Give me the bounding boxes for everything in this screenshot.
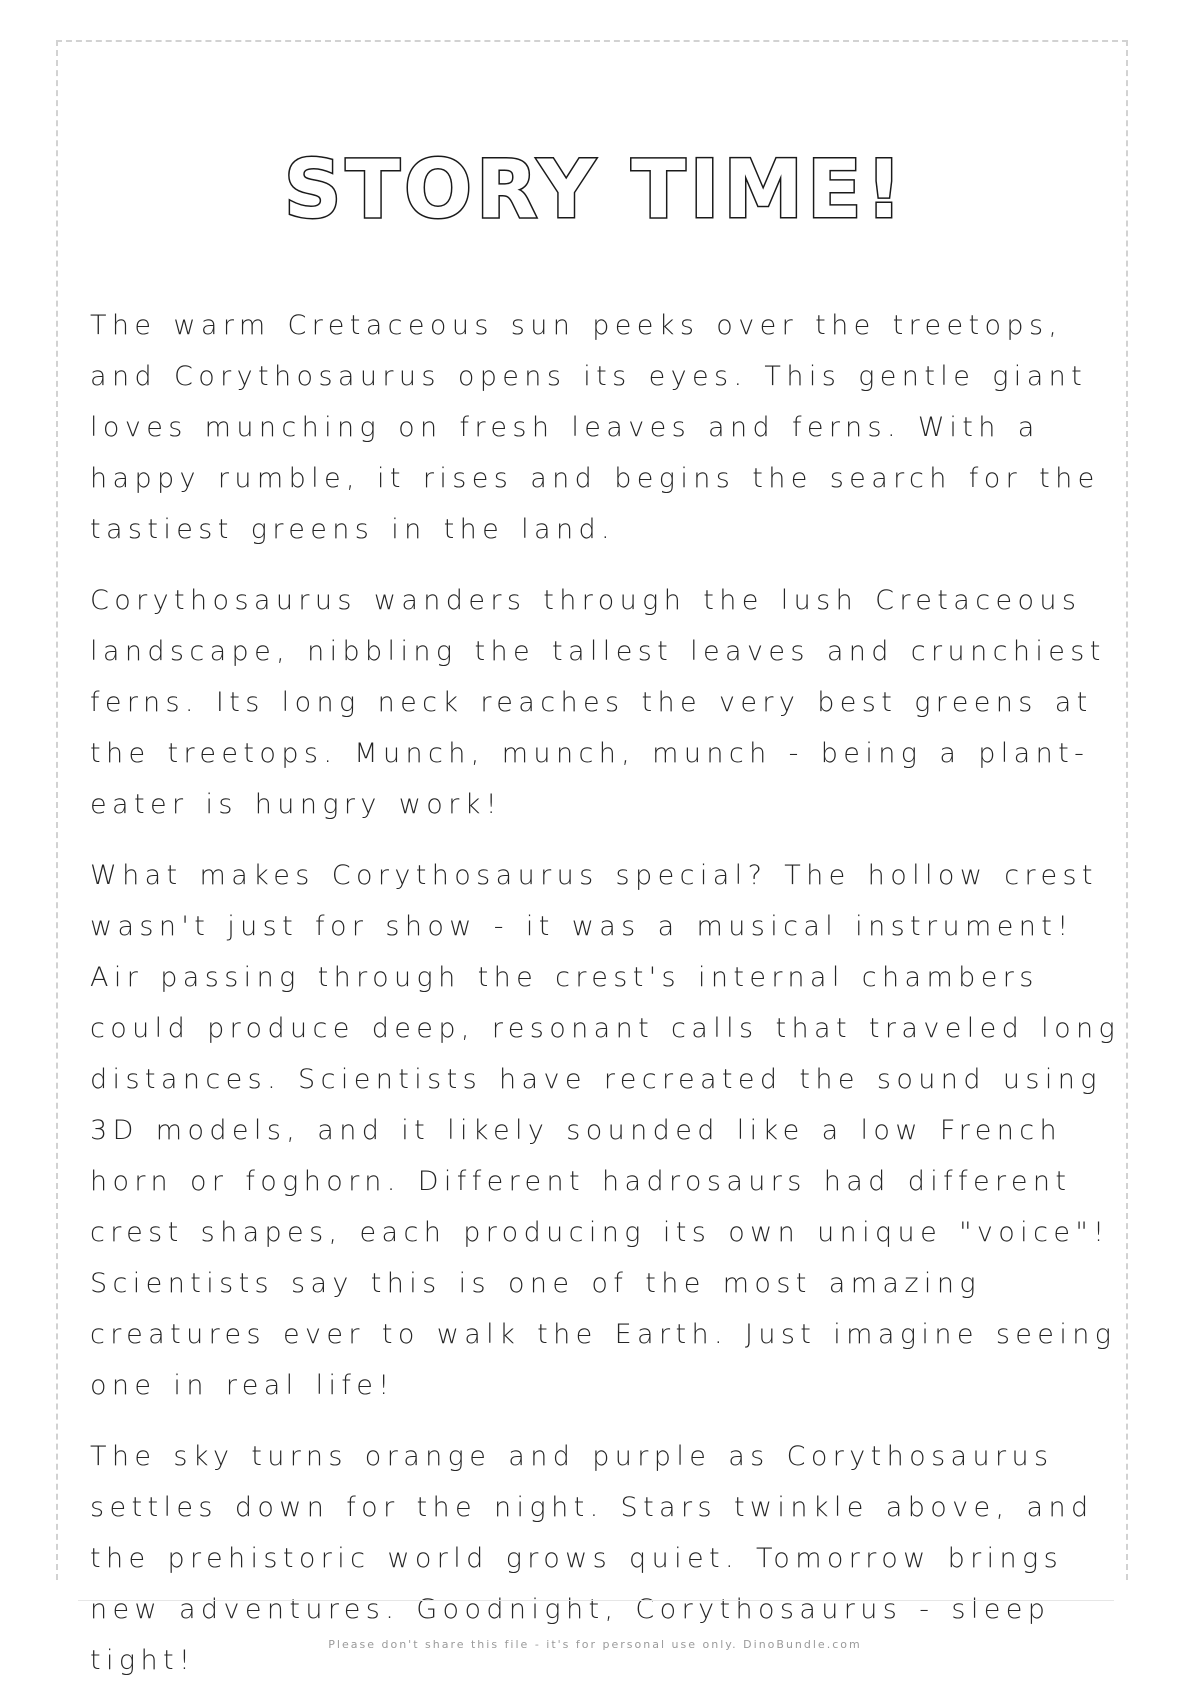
story-paragraph-1: The warm Cretaceous sun peeks over the treetops, and Corythosaurus opens its eyes. This gentle giant loves munching on fresh leaves and ferns. With a happy rumble, it rises and begins the search for the tastiest greens in the land. (90, 310, 1100, 545)
page-title: STORY TIME! (283, 142, 907, 236)
footer-divider (78, 1600, 1114, 1601)
story-paragraph-2: Corythosaurus wanders through the lush Cretaceous landscape, nibbling the tallest leaves and crunchiest ferns. Its long neck reaches the very best greens at the treetops. Munch, munch, munch - being a plant-eater is hungry work! (90, 585, 1106, 820)
story-paragraph-4: The sky turns orange and purple as Corythosaurus settles down for the night. Stars twinkle above, and the prehistoric world grows quiet. Tomorrow brings new adventures. Goodnight, Corythosaurus - sleep tight! (90, 1441, 1094, 1676)
footer-note: Please don't share this file - it's for personal use only. DinoBundle.com (328, 1638, 862, 1651)
story-body (90, 300, 1125, 1706)
story-paragraph-3: What makes Corythosaurus special? The hollow crest wasn't just for show - it was a musical instrument! Air passing through the crest's internal chambers could produce deep, resonant calls that traveled long distances. Scientists have recreated the sound using 3D models, and it likely sounded like a low French horn or foghorn. Different hadrosaurs had different crest shapes, each producing its own unique "voice"! Scientists say this is one of the most amazing creatures ever to walk the Earth. Just imagine seeing one in real life! (90, 860, 1121, 1401)
